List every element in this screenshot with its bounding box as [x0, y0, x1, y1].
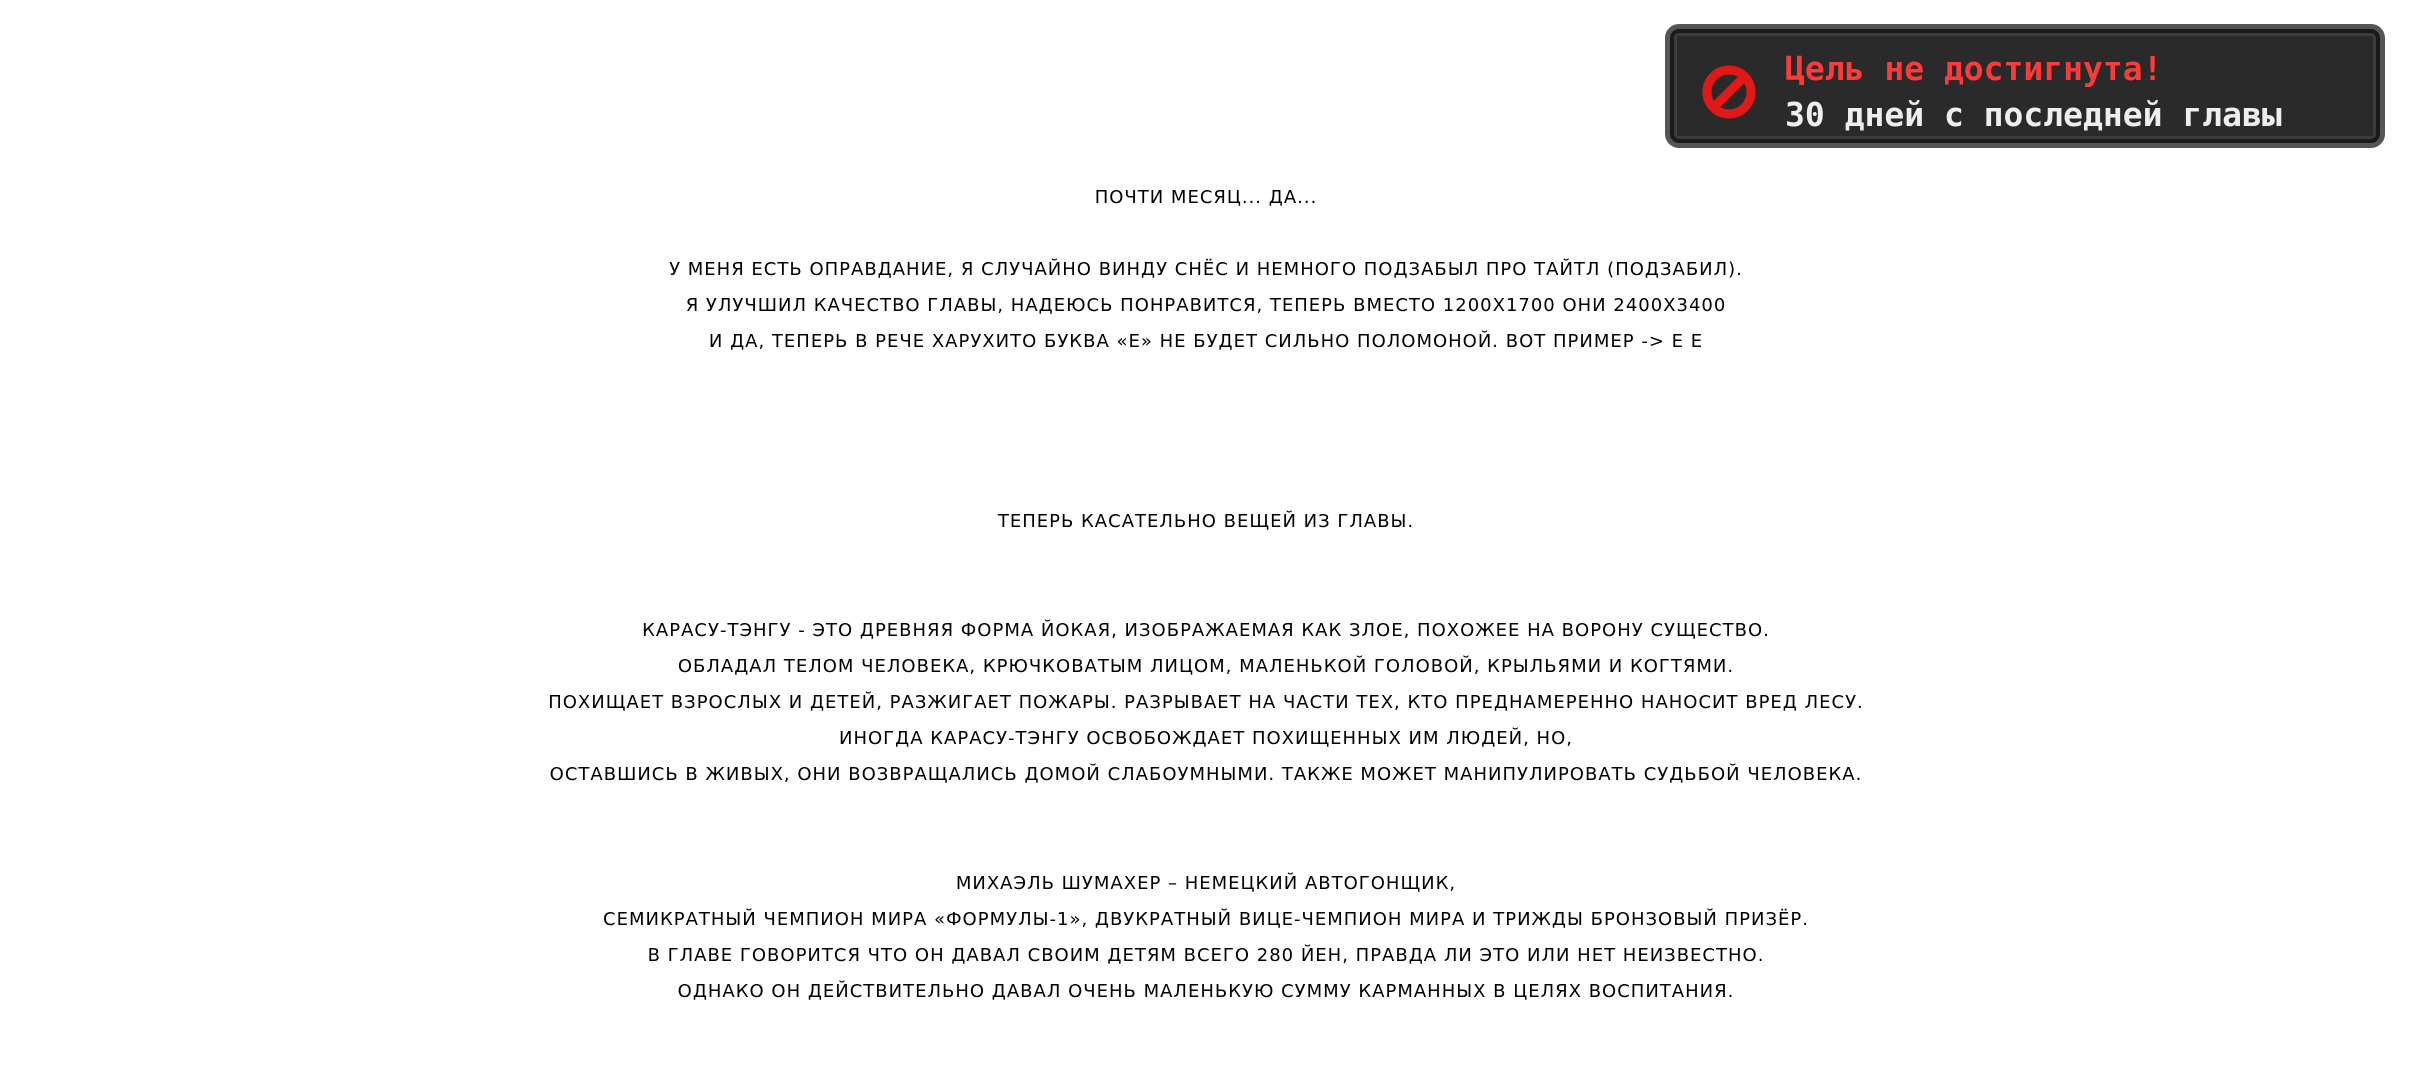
- toast-subtitle: 30 дней с последней главы: [1785, 95, 2282, 134]
- section-heading: ТЕПЕРЬ КАСАТЕЛЬНО ВЕЩЕЙ ИЗ ГЛАВЫ.: [997, 511, 1415, 532]
- excuse-line: У МЕНЯ ЕСТЬ ОПРАВДАНИЕ, Я СЛУЧАЙНО ВИНДУ СНЁС И НЕМНОГО ПОДЗАБЫЛ ПРО ТАЙТЛ (ПОДЗАБИЛ).: [669, 259, 1743, 280]
- karasu-line: ПОХИЩАЕТ ВЗРОСЛЫХ И ДЕТЕЙ, РАЗЖИГАЕТ ПОЖАРЫ. РАЗРЫВАЕТ НА ЧАСТИ ТЕХ, КТО ПРЕДНАМЕРЕННО НАНОСИТ ВРЕД ЛЕСУ.: [548, 692, 1864, 713]
- schumacher-line: СЕМИКРАТНЫЙ ЧЕМПИОН МИРА «ФОРМУЛЫ-1», ДВУКРАТНЫЙ ВИЦЕ-ЧЕМПИОН МИРА И ТРИЖДЫ БРОНЗОВЫЙ ПРИЗЁР.: [603, 909, 1809, 930]
- toast-title: Цель не достигнута!: [1785, 49, 2163, 88]
- karasu-line: ИНОГДА КАРАСУ-ТЭНГУ ОСВОБОЖДАЕТ ПОХИЩЕННЫХ ИМ ЛЮДЕЙ, НО,: [839, 728, 1573, 749]
- intro-line: ПОЧТИ МЕСЯЦ... ДА...: [1094, 187, 1318, 208]
- schumacher-line: ОДНАКО ОН ДЕЙСТВИТЕЛЬНО ДАВАЛ ОЧЕНЬ МАЛЕНЬКУЮ СУММУ КАРМАННЫХ В ЦЕЛЯХ ВОСПИТАНИЯ.: [677, 981, 1735, 1002]
- schumacher-line: В ГЛАВЕ ГОВОРИТСЯ ЧТО ОН ДАВАЛ СВОИМ ДЕТЯМ ВСЕГО 280 ЙЕН, ПРАВДА ЛИ ЭТО ИЛИ НЕТ НЕИЗВЕСТНО.: [647, 945, 1765, 966]
- karasu-line: ОБЛАДАЛ ТЕЛОМ ЧЕЛОВЕКА, КРЮЧКОВАТЫМ ЛИЦОМ, МАЛЕНЬКОЙ ГОЛОВОЙ, КРЫЛЬЯМИ И КОГТЯМИ.: [677, 656, 1735, 677]
- karasu-line: ОСТАВШИСЬ В ЖИВЫХ, ОНИ ВОЗВРАЩАЛИСЬ ДОМОЙ СЛАБОУМНЫМИ. ТАКЖЕ МОЖЕТ МАНИПУЛИРОВАТЬ СУДЬБОЙ ЧЕЛОВЕКА.: [549, 764, 1863, 785]
- schumacher-line: МИХАЭЛЬ ШУМАХЕР – НЕМЕЦКИЙ АВТОГОНЩИК,: [955, 873, 1457, 894]
- excuse-line: Я УЛУЧШИЛ КАЧЕСТВО ГЛАВЫ, НАДЕЮСЬ ПОНРАВИТСЯ, ТЕПЕРЬ ВМЕСТО 1200Х1700 ОНИ 2400Х3400: [685, 295, 1727, 316]
- karasu-line: КАРАСУ-ТЭНГУ - ЭТО ДРЕВНЯЯ ФОРМА ЙОКАЯ, ИЗОБРАЖАЕМАЯ КАК ЗЛОЕ, ПОХОЖЕЕ НА ВОРОНУ СУЩЕСТВО.: [642, 620, 1770, 641]
- excuse-line: И ДА, ТЕПЕРЬ В РЕЧЕ ХАРУХИТО БУКВА «Е» НЕ БУДЕТ СИЛЬНО ПОЛОМОНОЙ. ВОТ ПРИМЕР -> Е Е: [708, 331, 1704, 352]
- no-entry-icon: [1700, 63, 1758, 121]
- achievement-toast: [1665, 24, 2385, 148]
